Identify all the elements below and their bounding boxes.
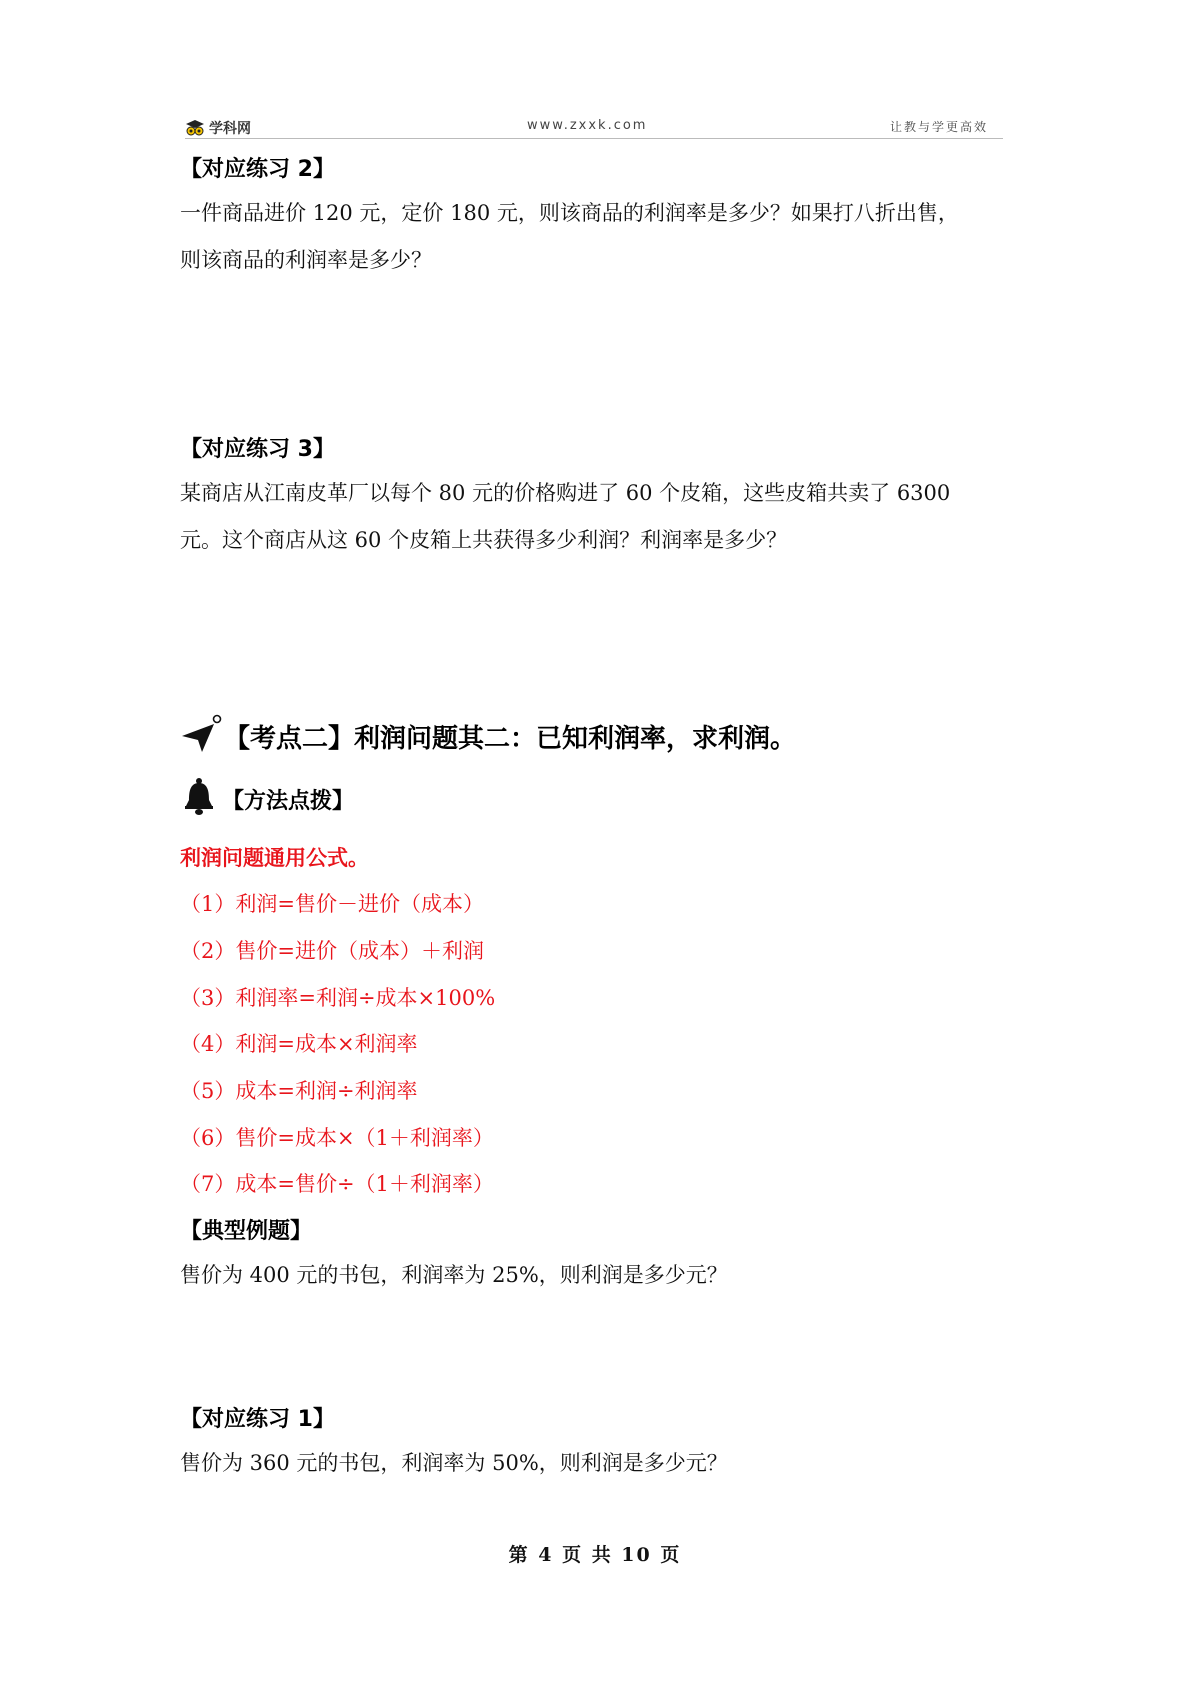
navigation-arrow-icon — [180, 714, 222, 754]
formula-item: （6）售价=成本×（1＋利润率） — [180, 1126, 494, 1150]
practice3-line1: 某商店从江南皮革厂以每个 80 元的价格购进了 60 个皮箱，这些皮箱共卖了 6300 — [180, 481, 951, 505]
section2-title: 【考点二】利润问题其二：已知利润率，求利润。 — [224, 724, 797, 754]
practice1-title: 【对应练习 1】 — [180, 1407, 335, 1432]
practice2-line1: 一件商品进价 120 元，定价 180 元，则该商品的利润率是多少？如果打八折出售， — [180, 201, 959, 225]
header-url: www.zxxk.com — [527, 118, 648, 133]
page-number: 第 4 页 共 10 页 — [508, 1544, 682, 1566]
practice1-text: 售价为 360 元的书包，利润率为 50%，则利润是多少元？ — [180, 1451, 728, 1475]
example-text: 售价为 400 元的书包，利润率为 25%，则利润是多少元？ — [180, 1263, 728, 1287]
header-slogan: 让教与学更高效 — [890, 120, 989, 134]
formula-item: （4）利润=成本×利润率 — [180, 1032, 418, 1056]
formula-item: （3）利润率=利润÷成本×100% — [180, 986, 496, 1010]
formula-item: （2）售价=进价（成本）＋利润 — [180, 939, 484, 963]
formula-item: （5）成本=利润÷利润率 — [180, 1079, 418, 1103]
bell-icon — [183, 776, 215, 816]
logo-text: 学科网 — [209, 121, 251, 137]
formula-item: （1）利润=售价－进价（成本） — [180, 892, 484, 916]
example-title: 【典型例题】 — [180, 1219, 313, 1244]
practice2-line2: 则该商品的利润率是多少？ — [180, 248, 432, 272]
practice2-title: 【对应练习 2】 — [180, 157, 335, 182]
formula-item: （7）成本=售价÷（1＋利润率） — [180, 1172, 494, 1196]
practice3-line2: 元。这个商店从这 60 个皮箱上共获得多少利润？利润率是多少？ — [180, 528, 788, 552]
graduation-owl-icon — [185, 119, 205, 137]
site-logo — [185, 116, 251, 140]
method-title: 【方法点拨】 — [222, 789, 355, 814]
formula-heading: 利润问题通用公式。 — [180, 846, 369, 870]
header-divider — [185, 138, 1003, 139]
practice3-title: 【对应练习 3】 — [180, 437, 335, 462]
